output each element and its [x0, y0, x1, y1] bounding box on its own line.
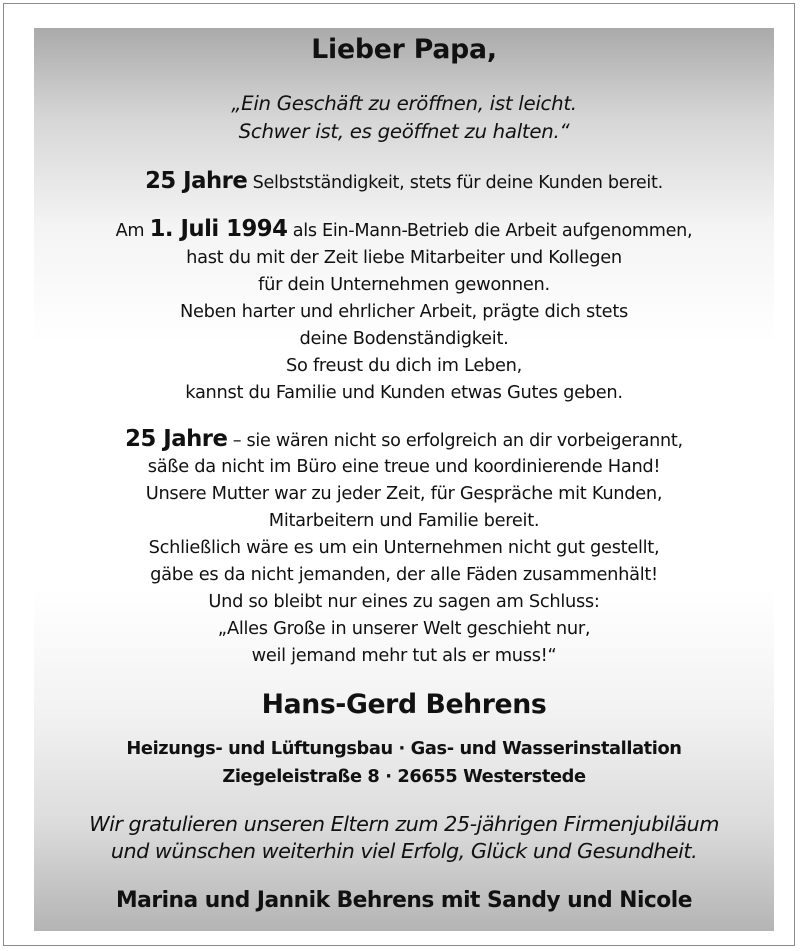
- paragraph-3-line-5: Schließlich wäre es um ein Unternehmen nicht gut gestellt,: [148, 537, 660, 558]
- quote-line-2: Schwer ist, es geöffnet zu halten.“: [238, 120, 570, 143]
- paragraph-2-first-rest: als Ein-Mann-Betrieb die Arbeit aufgenommen,: [287, 221, 693, 241]
- company-name: Hans-Gerd Behrens: [261, 689, 547, 720]
- paragraph-3-line-7: Und so bleibt nur eines zu sagen am Schluss:: [208, 591, 600, 612]
- paragraph-3-line-8: „Alles Große in unserer Welt geschieht nur,: [217, 618, 591, 639]
- paragraph-3-first-rest: – sie wären nicht so erfolgreich an dir vorbeigerannt,: [227, 431, 683, 451]
- paragraph-3-line-6: gäbe es da nicht jemanden, der alle Fäden zusammenhält!: [150, 564, 658, 585]
- paragraph-2-prefix: Am: [115, 221, 150, 241]
- company-address: Ziegeleistraße 8 · 26655 Westerstede: [222, 766, 586, 787]
- page-frame: [3, 3, 795, 946]
- signature: Marina und Jannik Behrens mit Sandy und Nicole: [116, 888, 692, 913]
- paragraph-2-line-3: für dein Unternehmen gewonnen.: [258, 274, 550, 295]
- paragraph-3-line-9: weil jemand mehr tut als er muss!“: [251, 645, 557, 666]
- anniversary-highlight: 25 Jahre: [145, 168, 248, 194]
- anniversary-highlight-2: 25 Jahre: [125, 426, 228, 452]
- paragraph-1: [34, 168, 774, 194]
- paragraph-3-line-1: [34, 426, 774, 452]
- paragraph-2-line-5: deine Bodenständigkeit.: [299, 328, 509, 349]
- paragraph-2-line-4: Neben harter und ehrlicher Arbeit, prägte dich stets: [180, 301, 628, 322]
- announcement-card: [34, 28, 774, 931]
- paragraph-1-text: Selbstständigkeit, stets für deine Kunden bereit.: [247, 173, 663, 193]
- paragraph-2-line-1: [34, 216, 774, 242]
- paragraph-2-line-6: So freust du dich im Leben,: [286, 355, 522, 376]
- paragraph-2-line-2: hast du mit der Zeit liebe Mitarbeiter und Kollegen: [186, 247, 622, 268]
- paragraph-3-line-2: säße da nicht im Büro eine treue und koordinierende Hand!: [147, 456, 661, 477]
- company-services: Heizungs- und Lüftungsbau · Gas- und Wasserinstallation: [126, 738, 682, 759]
- paragraph-3-line-3: Unsere Mutter war zu jeder Zeit, für Gespräche mit Kunden,: [145, 483, 663, 504]
- quote-line-1: „Ein Geschäft zu eröffnen, ist leicht.: [231, 92, 577, 115]
- wish-line-2: und wünschen weiterhin viel Erfolg, Glück und Gesundheit.: [110, 839, 698, 863]
- wish-line-1: Wir gratulieren unseren Eltern zum 25-jährigen Firmenjubiläum: [89, 812, 719, 836]
- paragraph-3-line-4: Mitarbeitern und Familie bereit.: [268, 510, 540, 531]
- founding-date-highlight: 1. Juli 1994: [149, 216, 288, 242]
- paragraph-2-line-7: kannst du Familie und Kunden etwas Gutes geben.: [185, 382, 623, 403]
- greeting-heading: Lieber Papa,: [311, 34, 497, 65]
